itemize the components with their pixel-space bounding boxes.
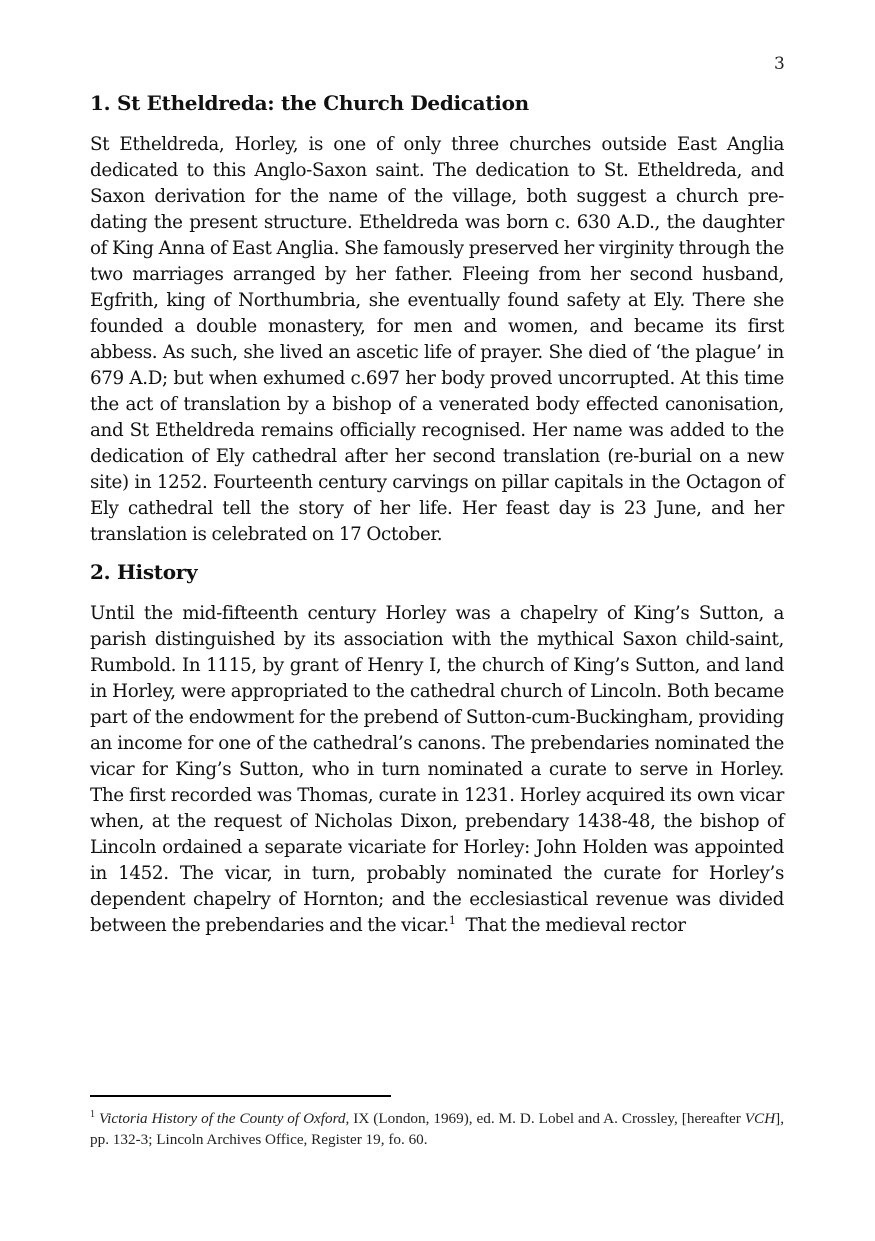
footnote-separator [90,1095,391,1097]
page-number: 3 [774,54,785,74]
footnote-reference[interactable]: 1 [448,913,456,927]
history-text: Until the mid-fifteenth century Horley was a chapelry of King’s Sutton, a parish distinguished by its association with the mythical Saxon child-saint, Rumbold. In 1115, by grant of Henry I, the church of King’s Sutton, and land in Horley, were appropriated to the cathedral church of Lincoln. Both became part of the endowment for the prebend of Sutton-cum-Buckingham, providing an income for one of the cathedral’s canons. The prebendaries nominated the vicar for King’s Sutton, who in turn nominated a curate to serve in Horley. The first recorded was Thomas, curate in 1231. Horley acquired its own vicar when, at the request of Nicholas Dixon, prebendary 1438-48, the bishop of Lincoln ordained a separate vicariate for Horley: John Holden was appointed in 1452. The vicar, in turn, probably nominated the curate for Horley’s dependent chapelry of Hornton; and the ecclesiastical revenue was divided between the prebendaries and the vicar. [90,603,784,936]
paragraph-dedication: St Etheldreda, Horley, is one of only three churches outside East Anglia dedicated to this Anglo-Saxon saint. The dedication to St. Etheldreda, and Saxon derivation for the name of the village, both suggest a church pre-dating the present structure. Etheldreda was born c. 630 A.D., the daughter of King Anna of East Anglia. She famously preserved her virginity through the two marriages arranged by her father. Fleeing from her second husband, Egfrith, king of Northumbria, she eventually found safety at Ely. There she founded a double monastery, for men and women, and became its first abbess. As such, she lived an ascetic life of prayer. She died of ‘the plague’ in 679 A.D; but when exhumed c.697 her body proved uncorrupted. At this time the act of translation by a bishop of a venerated body effected canonisation, and St Etheldreda remains officially recognised. Her name was added to the dedication of Ely cathedral after her second translation (re-burial on a new site) in 1252. Fourteenth century carvings on pillar capitals in the Octagon of Ely cathedral tell the story of her life. Her feast day is 23 June, and her translation is celebrated on 17 October. [90,134,784,545]
document-body [90,88,784,948]
section-heading-dedication: 1. St Etheldreda: the Church Dedication [90,91,529,115]
history-text-continued: That the medieval rector [455,915,686,936]
footnote-source-title: Victoria History of the County of Oxford [98,1110,346,1127]
footnote-marker: 1 [90,1108,95,1120]
footnote [90,1108,784,1150]
paragraph-history [90,601,784,939]
footnote-text-end: ], pp. 132-3; Lincoln Archives Office, Register 19, fo. 60. [90,1110,785,1148]
footnote-abbreviation: VCH [744,1110,776,1127]
section-heading-history: 2. History [90,560,198,584]
footnote-text: , IX (London, 1969), ed. M. D. Lobel and A. Crossley, [hereafter [345,1110,745,1127]
